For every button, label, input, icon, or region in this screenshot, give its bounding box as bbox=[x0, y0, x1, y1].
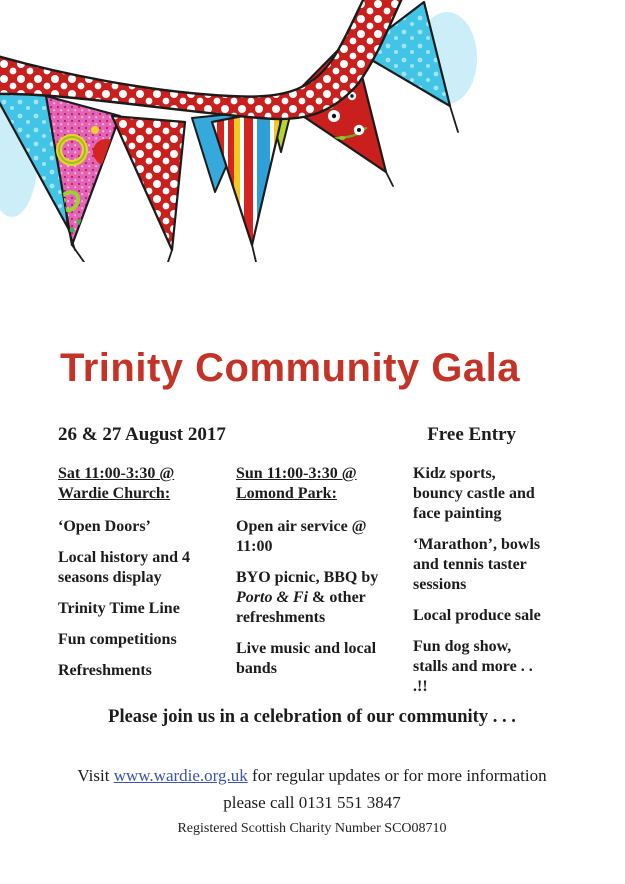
activities-item: Kidz sports, bouncy castle and face painting bbox=[413, 465, 535, 522]
phone-line: please call 0131 551 3847 bbox=[223, 793, 401, 812]
sunday-item-byo bbox=[236, 568, 399, 628]
sunday-heading-line2: Lomond Park: bbox=[236, 485, 337, 502]
saturday-item: Local history and 4 seasons display bbox=[58, 549, 191, 586]
event-date: 26 & 27 August 2017 bbox=[58, 424, 226, 445]
charity-number: Registered Scottish Charity Number SCO08710 bbox=[177, 821, 447, 836]
tagline: Please join us in a celebration of our community . . . bbox=[108, 707, 516, 727]
page-title: Trinity Community Gala bbox=[60, 346, 520, 390]
subheader-row bbox=[58, 424, 516, 446]
activities-item: ‘Marathon’, bowls and tennis taster sessions bbox=[413, 536, 541, 593]
sunday-heading bbox=[236, 464, 399, 504]
visit-line1 bbox=[12, 762, 612, 789]
saturday-heading-line1: Sat 11:00-3:30 @ bbox=[58, 465, 175, 482]
saturday-item: Refreshments bbox=[58, 662, 152, 679]
visit-text: Visit bbox=[77, 766, 114, 785]
saturday-item: Fun competitions bbox=[58, 631, 177, 648]
bunting-illustration bbox=[0, 0, 625, 262]
activities-column bbox=[413, 464, 560, 708]
sunday-heading-line1: Sun 11:00-3:30 @ bbox=[236, 465, 357, 482]
byo-text: BYO picnic, BBQ by bbox=[236, 569, 379, 586]
saturday-item: ‘Open Doors’ bbox=[58, 518, 151, 535]
website-link[interactable]: www.wardie.org.uk bbox=[113, 766, 248, 785]
visit-text: for regular updates or for more information bbox=[247, 766, 547, 785]
byo-vendor-name: Porto & Fi bbox=[236, 589, 309, 606]
activities-item: Fun dog show, stalls and more . . .!! bbox=[413, 638, 533, 695]
saturday-column bbox=[58, 464, 236, 708]
sunday-item: Live music and local bands bbox=[236, 640, 377, 677]
saturday-item: Trinity Time Line bbox=[58, 600, 180, 617]
visit-info bbox=[12, 762, 612, 816]
sunday-item: Open air service @ 11:00 bbox=[236, 518, 367, 555]
saturday-heading bbox=[58, 464, 222, 504]
activities-item: Local produce sale bbox=[413, 607, 541, 624]
sunday-column bbox=[236, 464, 413, 708]
event-columns bbox=[58, 464, 560, 708]
saturday-heading-line2: Wardie Church: bbox=[58, 485, 171, 502]
byo-text: & other refreshments bbox=[236, 589, 366, 626]
free-entry-label: Free Entry bbox=[427, 424, 516, 445]
